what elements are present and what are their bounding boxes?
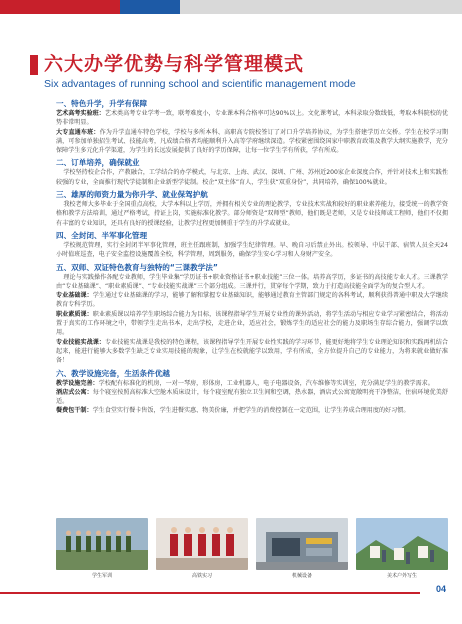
paragraph-lead: 职业素质课： xyxy=(56,310,93,318)
section-paragraph xyxy=(56,338,448,366)
section-paragraph xyxy=(56,168,448,187)
paragraph-lead: 艺术高考实验班： xyxy=(56,110,105,117)
paragraph-lead: 餐费包干制： xyxy=(56,407,93,415)
photo-caption: 学生军训 xyxy=(91,573,112,579)
page-number: 04 xyxy=(435,584,446,594)
page-footer xyxy=(0,582,462,624)
section-paragraph xyxy=(56,388,448,407)
section-3 xyxy=(56,189,448,228)
section-paragraph xyxy=(56,109,448,128)
section-paragraph xyxy=(56,273,448,292)
paragraph-lead: 专业基础课： xyxy=(56,292,93,300)
photo-caption: 机械设备 xyxy=(291,573,312,579)
paragraph-text: 学校配有标准化的机房，一对一琴房，形体房，工业机器人，电子电器设备，汽车维修等实训室，充分满足学生的教学需求。 xyxy=(98,379,434,387)
section-paragraph xyxy=(56,241,448,260)
photo-railway-internship xyxy=(156,518,248,579)
photo-machinery xyxy=(256,518,348,579)
paragraph-text: 艺术类高考专业学考一致，联考难度小，专业课本科合格率可达90%以上。文化课考试，本科录取分数线低，考取本科院校的优势非常明显。 xyxy=(56,110,449,127)
paragraph-text: 学生食堂实行餐卡售饭，学生进餐实惠、物美价廉，并把学生的消费控制在一定范围，让学生养成合理用度的好习惯。 xyxy=(92,407,410,415)
paragraph-text: 职业素质课以培养学生职场综合能力为目标，该课程指导学生开展专业性的课外活动，将学生活动与相应专业学习紧密结合，将活动置于真实的工作环境之中，带领学生走出书本，走出学校，走进企业，适应社会，锻炼学生的适应社会的能力及职场生存综合能力，强调学以致用。 xyxy=(56,310,449,337)
section-2 xyxy=(56,157,448,187)
paragraph-lead: 教学设施完善： xyxy=(56,379,99,387)
photo-strip xyxy=(56,518,448,580)
paragraph-text: 每个寝室按照高标准大空舱木质床设计，每个寝室配有独立卫生间和空调，热水器，酒店式公寓宽敞明亮干净整洁，住宿环境优美舒适。 xyxy=(56,388,449,406)
photo-military-training xyxy=(56,518,148,579)
paragraph-lead: 大专直通车班： xyxy=(56,128,100,136)
section-paragraph xyxy=(56,200,448,228)
title-accent-mark xyxy=(30,55,38,75)
section-paragraph xyxy=(56,310,448,338)
section-heading: 四、全封闭、半军事化管理 xyxy=(56,230,148,240)
photo-art-sketching xyxy=(356,518,448,579)
section-heading: 二、订单培养，确保就业 xyxy=(56,158,140,168)
main-content xyxy=(56,98,448,418)
paragraph-lead: 酒店式公寓： xyxy=(56,388,93,396)
photo-caption: 高铁实习 xyxy=(191,573,212,579)
section-heading: 一、特色升学，升学有保障 xyxy=(56,99,148,108)
section-paragraph xyxy=(56,379,448,388)
art-sketching-photo xyxy=(356,518,448,570)
military-training-photo xyxy=(56,518,148,570)
section-6 xyxy=(56,368,448,416)
section-4 xyxy=(56,230,448,260)
page-title: 六大办学优势与科学管理模式 xyxy=(44,53,305,75)
paragraph-text: 专业技能实战课是我校的特色课程，该课程指导学生开展专业性实践的学习环节，能更好地将学生专业理论知识和实践再机结合起来，能进行能够大多数学生缺乏专业实用技能的现象，让学生在校就能学以致用，学有所成，全方位提升自己的专业能力，为将来就业做好准备！ xyxy=(56,338,449,365)
page-subtitle: Six advantages of running school and scientific management mode xyxy=(44,78,356,90)
paragraph-text: 作为升学直通车特色学校，学校与多所本科、高职高专院校签订了对口升学培养协议，为学生搭建学历立交桥。学生在校学习期满，可参加单独招生考试、技能高考，凡成绩合格者均能顺利升入高等学府继续深造。学校紧密围绕国家中职教育政策及教学大纲实施教学，充分保障学生多元化升学渠道，为学生的长远发展提供了良好的学历保障，让每一位学生学有所获，学有所成。 xyxy=(56,128,449,155)
section-paragraph xyxy=(56,128,448,156)
footer-accent-line xyxy=(0,592,420,594)
photo-caption: 美术户外写生 xyxy=(386,573,417,579)
paragraph-lead: 专业技能实战课： xyxy=(56,338,106,346)
section-paragraph xyxy=(56,291,448,310)
railway-internship-photo xyxy=(156,518,248,570)
paragraph-text: 学校规范管理，实行全封闭半军事化管理，班主任跟班制，加强学生纪律管理。早、晚自习后禁止外出。校领导、中层干部、宿管人员全天24小时值班巡查，电子安全监控设施覆盖全校，科学管理，周到服务，确保学生安心学习和人身财产安全。 xyxy=(56,241,448,259)
section-paragraph xyxy=(56,406,448,415)
paragraph-text: 理论与实践操作各配专业教师，学生毕业集“学历证书+职业资格证书+职业技能”三位一体。培养高学历，多证书的高技能专业人才。三课教学由“专业基础课”、“职业素质课”、“专业技能实战课”三个部分组成。三课并行，贯穿每个学期，致力于打造高技能全面学为的复合型人才。 xyxy=(56,273,448,290)
section-heading: 六、教学设施完备，生活条件优越 xyxy=(56,368,170,378)
section-1 xyxy=(56,98,448,155)
title-block xyxy=(44,52,444,90)
section-heading: 三、雄厚的师资力量为你升学、就业保驾护航 xyxy=(56,190,208,200)
top-decorative-bar xyxy=(0,0,462,14)
machinery-photo xyxy=(256,518,348,570)
paragraph-text: 学生通过专业基础课的学习，能够了解和掌握专业基础知识，能够通过教育主管部门规定的各科考试，顺利获得普通中职及大学继续教育专科学历。 xyxy=(56,292,449,309)
paragraph-text: 学校坚持校企合作，产教融合，工学结合的办学模式，与北京、上海、武汉、深圳、广州、苏州近200家企业深度合作，并针对技术上和实践性较强的专业，全面推行现代学徒制和企业新型学徒制。校企“双主体”育人，学生获“双重身份”，共同培养，确保100%就业。 xyxy=(56,169,448,186)
section-heading: 五、双师、双证特色教育与独特的“三课教学法” xyxy=(56,262,218,272)
paragraph-text: 我校老师大多毕业于全国重点高校，大学本科以上学历，并拥有相关专业的理论教学，专业技术实战和较好的职业素养能力，接受统一的教学资格和教学方法培训，通过严格考试，持证上岗，实施标准化教学。部分师资是“双师型”教师，他们既是老师，又是专业技师或工程师，他们不仅拥有丰富的专业知识，还具有良好的授课经验，让教学过程更加侧重于学生的升学或就业。 xyxy=(56,201,448,227)
section-5 xyxy=(56,262,448,366)
